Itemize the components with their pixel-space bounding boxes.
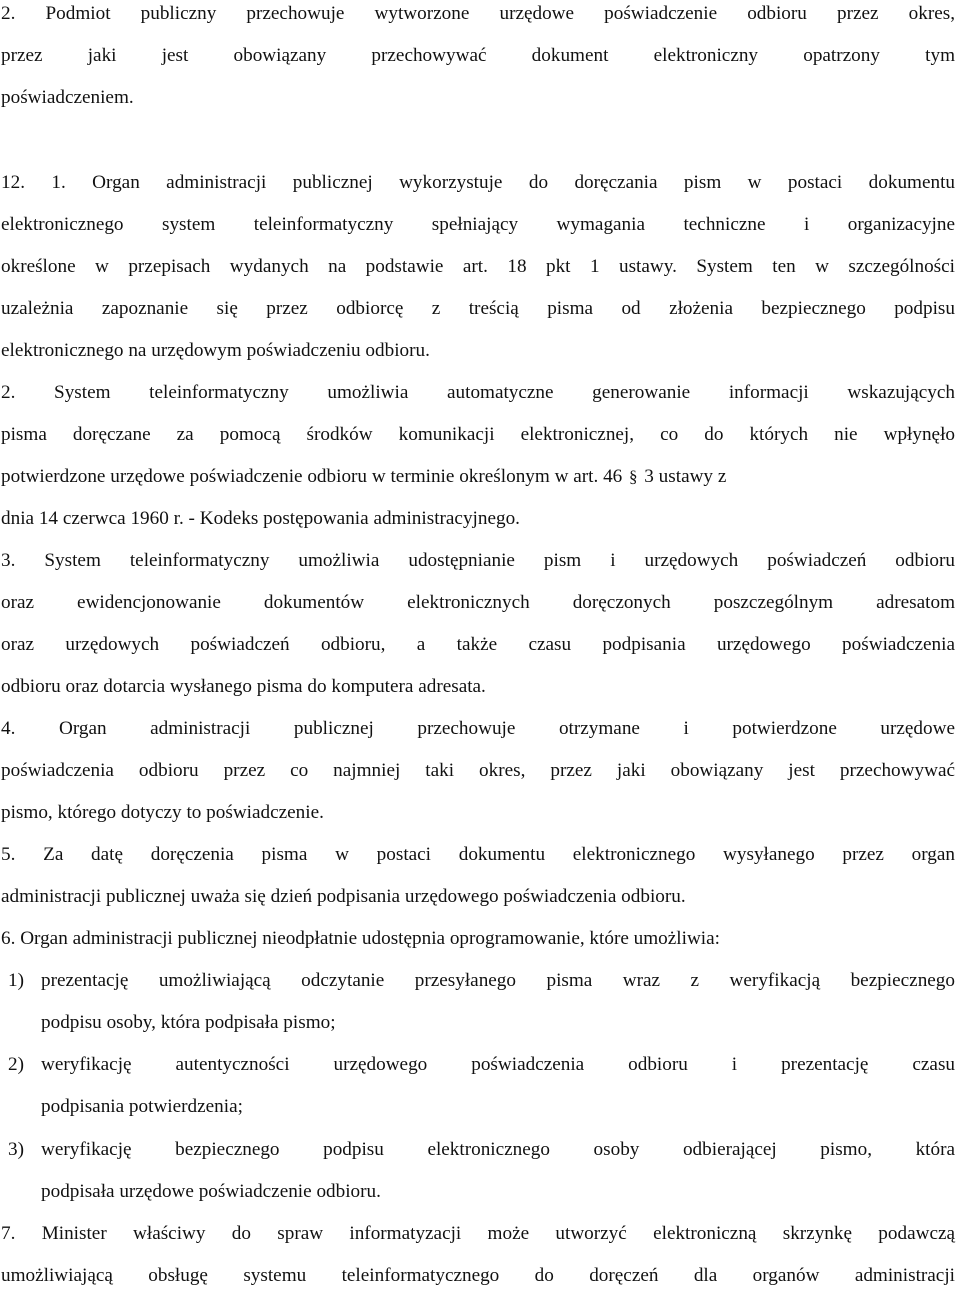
paragraph-line: elektronicznego system teleinformatyczny spełniający wymagania techniczne i organizacyjne	[1, 214, 955, 235]
paragraph-line: 7. Minister właściwy do spraw informatyzacji może utworzyć elektroniczną skrzynkę podawczą	[1, 1223, 955, 1244]
list-item-number: 1)	[8, 970, 24, 991]
paragraph-line: 2. System teleinformatyczny umożliwia automatyczne generowanie informacji wskazujących	[1, 382, 955, 403]
list-item-line: weryfikację bezpiecznego podpisu elektronicznego osoby odbierającej pismo, która	[41, 1139, 955, 1160]
paragraph-line	[1, 465, 955, 489]
paragraph-line: 5. Za datę doręczenia pisma w postaci dokumentu elektronicznego wysyłanego przez organ	[1, 844, 955, 865]
paragraph-line: poświadczenia odbioru przez co najmniej taki okres, przez jaki obowiązany jest przechowywać	[1, 760, 955, 781]
paragraph-line: odbioru oraz dotarcia wysłanego pisma do komputera adresata.	[1, 676, 486, 697]
paragraph-line: oraz urzędowych poświadczeń odbioru, a także czasu podpisania urzędowego poświadczenia	[1, 634, 955, 655]
paragraph-line: dnia 14 czerwca 1960 r. - Kodeks postępowania administracyjnego.	[1, 508, 520, 529]
article-12-paragraph-1-line: 12. 1. Organ administracji publicznej wykorzystuje do doręczania pism w postaci dokumentu	[1, 172, 955, 193]
paragraph-line: 4. Organ administracji publicznej przechowuje otrzymane i potwierdzone urzędowe	[1, 718, 955, 739]
paragraph-line: przez jaki jest obowiązany przechowywać dokument elektroniczny opatrzony tym	[1, 45, 955, 66]
line-text: 3 ustawy z	[644, 466, 727, 487]
paragraph-line: poświadczeniem.	[1, 87, 134, 108]
paragraph-line: pismo, którego dotyczy to poświadczenie.	[1, 802, 324, 823]
list-item-line: podpisała urzędowe poświadczenie odbioru.	[41, 1181, 381, 1202]
list-item-number: 3)	[8, 1139, 24, 1160]
paragraph-line: umożliwiającą obsługę systemu teleinformatycznego do doręczeń dla organów administracji	[1, 1265, 955, 1286]
list-item-line: prezentację umożliwiającą odczytanie przesyłanego pisma wraz z weryfikacją bezpiecznego	[41, 970, 955, 991]
paragraph-line: oraz ewidencjonowanie dokumentów elektronicznych doręczonych poszczególnym adresatom	[1, 592, 955, 613]
paragraph-line: uzależnia zapoznanie się przez odbiorcę z treścią pisma od złożenia bezpiecznego podpisu	[1, 298, 955, 319]
paragraph-line: 2. Podmiot publiczny przechowuje wytworzone urzędowe poświadczenie odbioru przez okres,	[1, 3, 955, 24]
list-item-number: 2)	[8, 1054, 24, 1075]
list-item-line: podpisania potwierdzenia;	[41, 1096, 243, 1117]
line-text: potwierdzone urzędowe poświadczenie odbioru w terminie określonym w art. 46	[1, 466, 623, 487]
paragraph-line: elektronicznego na urzędowym poświadczeniu odbioru.	[1, 340, 430, 361]
paragraph-line: administracji publicznej uważa się dzień podpisania urzędowego poświadczenia odbioru.	[1, 886, 686, 907]
paragraph-line: pisma doręczane za pomocą środków komunikacji elektronicznej, co do których nie wpłynęło	[1, 424, 955, 445]
paragraph-line: 3. System teleinformatyczny umożliwia udostępnianie pism i urzędowych poświadczeń odbioru	[1, 550, 955, 571]
paragraph-line: określone w przepisach wydanych na podstawie art. 18 pkt 1 ustawy. System ten w szczególności	[1, 256, 955, 277]
list-item-line: podpisu osoby, która podpisała pismo;	[41, 1012, 336, 1033]
section-sign: §	[629, 467, 638, 486]
list-item-line: weryfikację autentyczności urzędowego poświadczenia odbioru i prezentację czasu	[41, 1054, 955, 1075]
paragraph-line: 6. Organ administracji publicznej nieodpłatnie udostępnia oprogramowanie, które umożliwia:	[1, 928, 720, 949]
